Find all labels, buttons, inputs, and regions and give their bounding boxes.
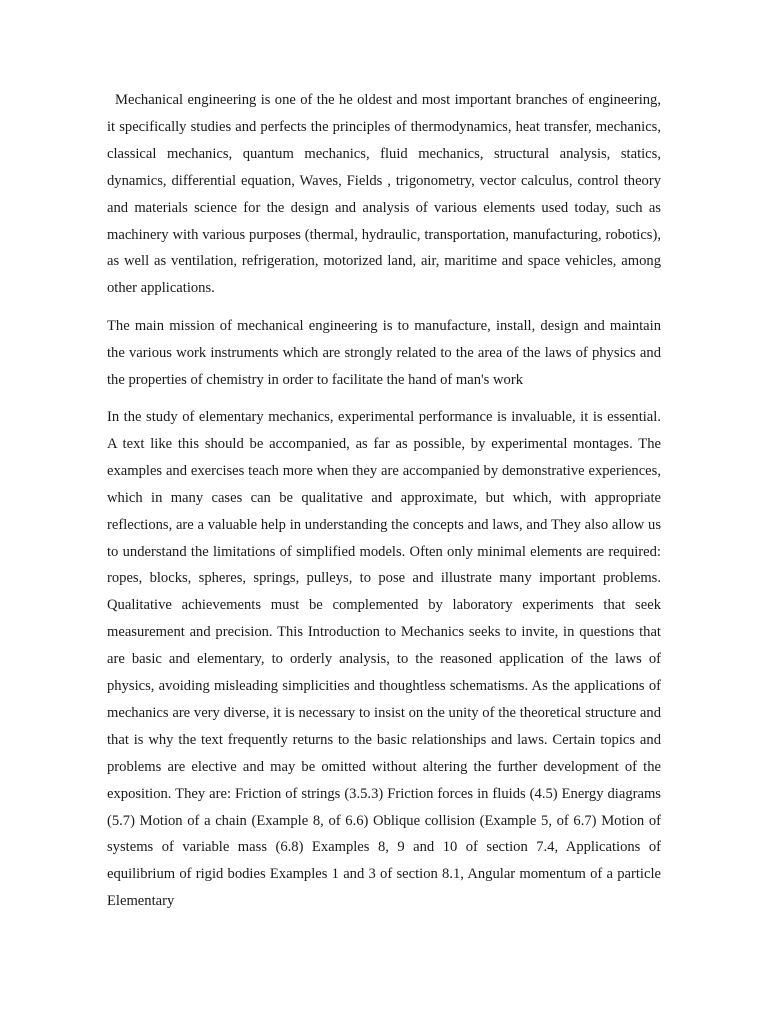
paragraph-mission: The main mission of mechanical engineering is to manufacture, install, design and maintain the various work instruments which are strongly related to the area of the laws of physics and the properties of chemistry in order to facilitate the hand of man's work (107, 317, 661, 388)
paragraph-intro: Mechanical engineering is one of the he oldest and most important branches of engineering, it specifically studies and perfects the principles of thermodynamics, heat transfer, mechanics, classical mechanics, quantum mechanics, fluid mechanics, structural analysis, statics, dynamics, differential equation, Waves, Fields , trigonometry, vector calculus, control theory and materials science for the design and analysis of various elements used today, such as machinery with various purposes (thermal, hydraulic, transportation, manufacturing, robotics), as well as ventilation, refrigeration, motorized land, air, maritime and space vehicles, among other applications. (107, 92, 661, 297)
document-body (107, 87, 661, 926)
paragraph-elementary-mechanics: In the study of elementary mechanics, experimental performance is invaluable, it is essential. A text like this should be accompanied, as far as possible, by experimental montages. The examples and exercises teach more when they are accompanied by demonstrative experiences, which in many cases can be qualitative and approximate, but which, with appropriate reflections, are a valuable help in understanding the concepts and laws, and They also allow us to understand the limitations of simplified models. Often only minimal elements are required: ropes, blocks, spheres, springs, pulleys, to pose and illustrate many important problems. Qualitative achievements must be complemented by laboratory experiments that seek measurement and precision. This Introduction to Mechanics seeks to invite, in questions that are basic and elementary, to orderly analysis, to the reasoned application of the laws of physics, avoiding misleading simplicities and thoughtless schematisms. As the applications of mechanics are very diverse, it is necessary to insist on the unity of the theoretical structure and that is why the text frequently returns to the basic relationships and laws. Certain topics and problems are elective and may be omitted without altering the further development of the exposition. They are: Friction of strings (3.5.3) Friction forces in fluids (4.5) Energy diagrams (5.7) Motion of a chain (Example 8, of 6.6) Oblique collision (Example 5, of 6.7) Motion of systems of variable mass (6.8) Examples 8, 9 and 10 of section 7.4, Applications of equilibrium of rigid bodies Examples 1 and 3 of section 8.1, Angular momentum of a particle Elementary (107, 408, 661, 910)
